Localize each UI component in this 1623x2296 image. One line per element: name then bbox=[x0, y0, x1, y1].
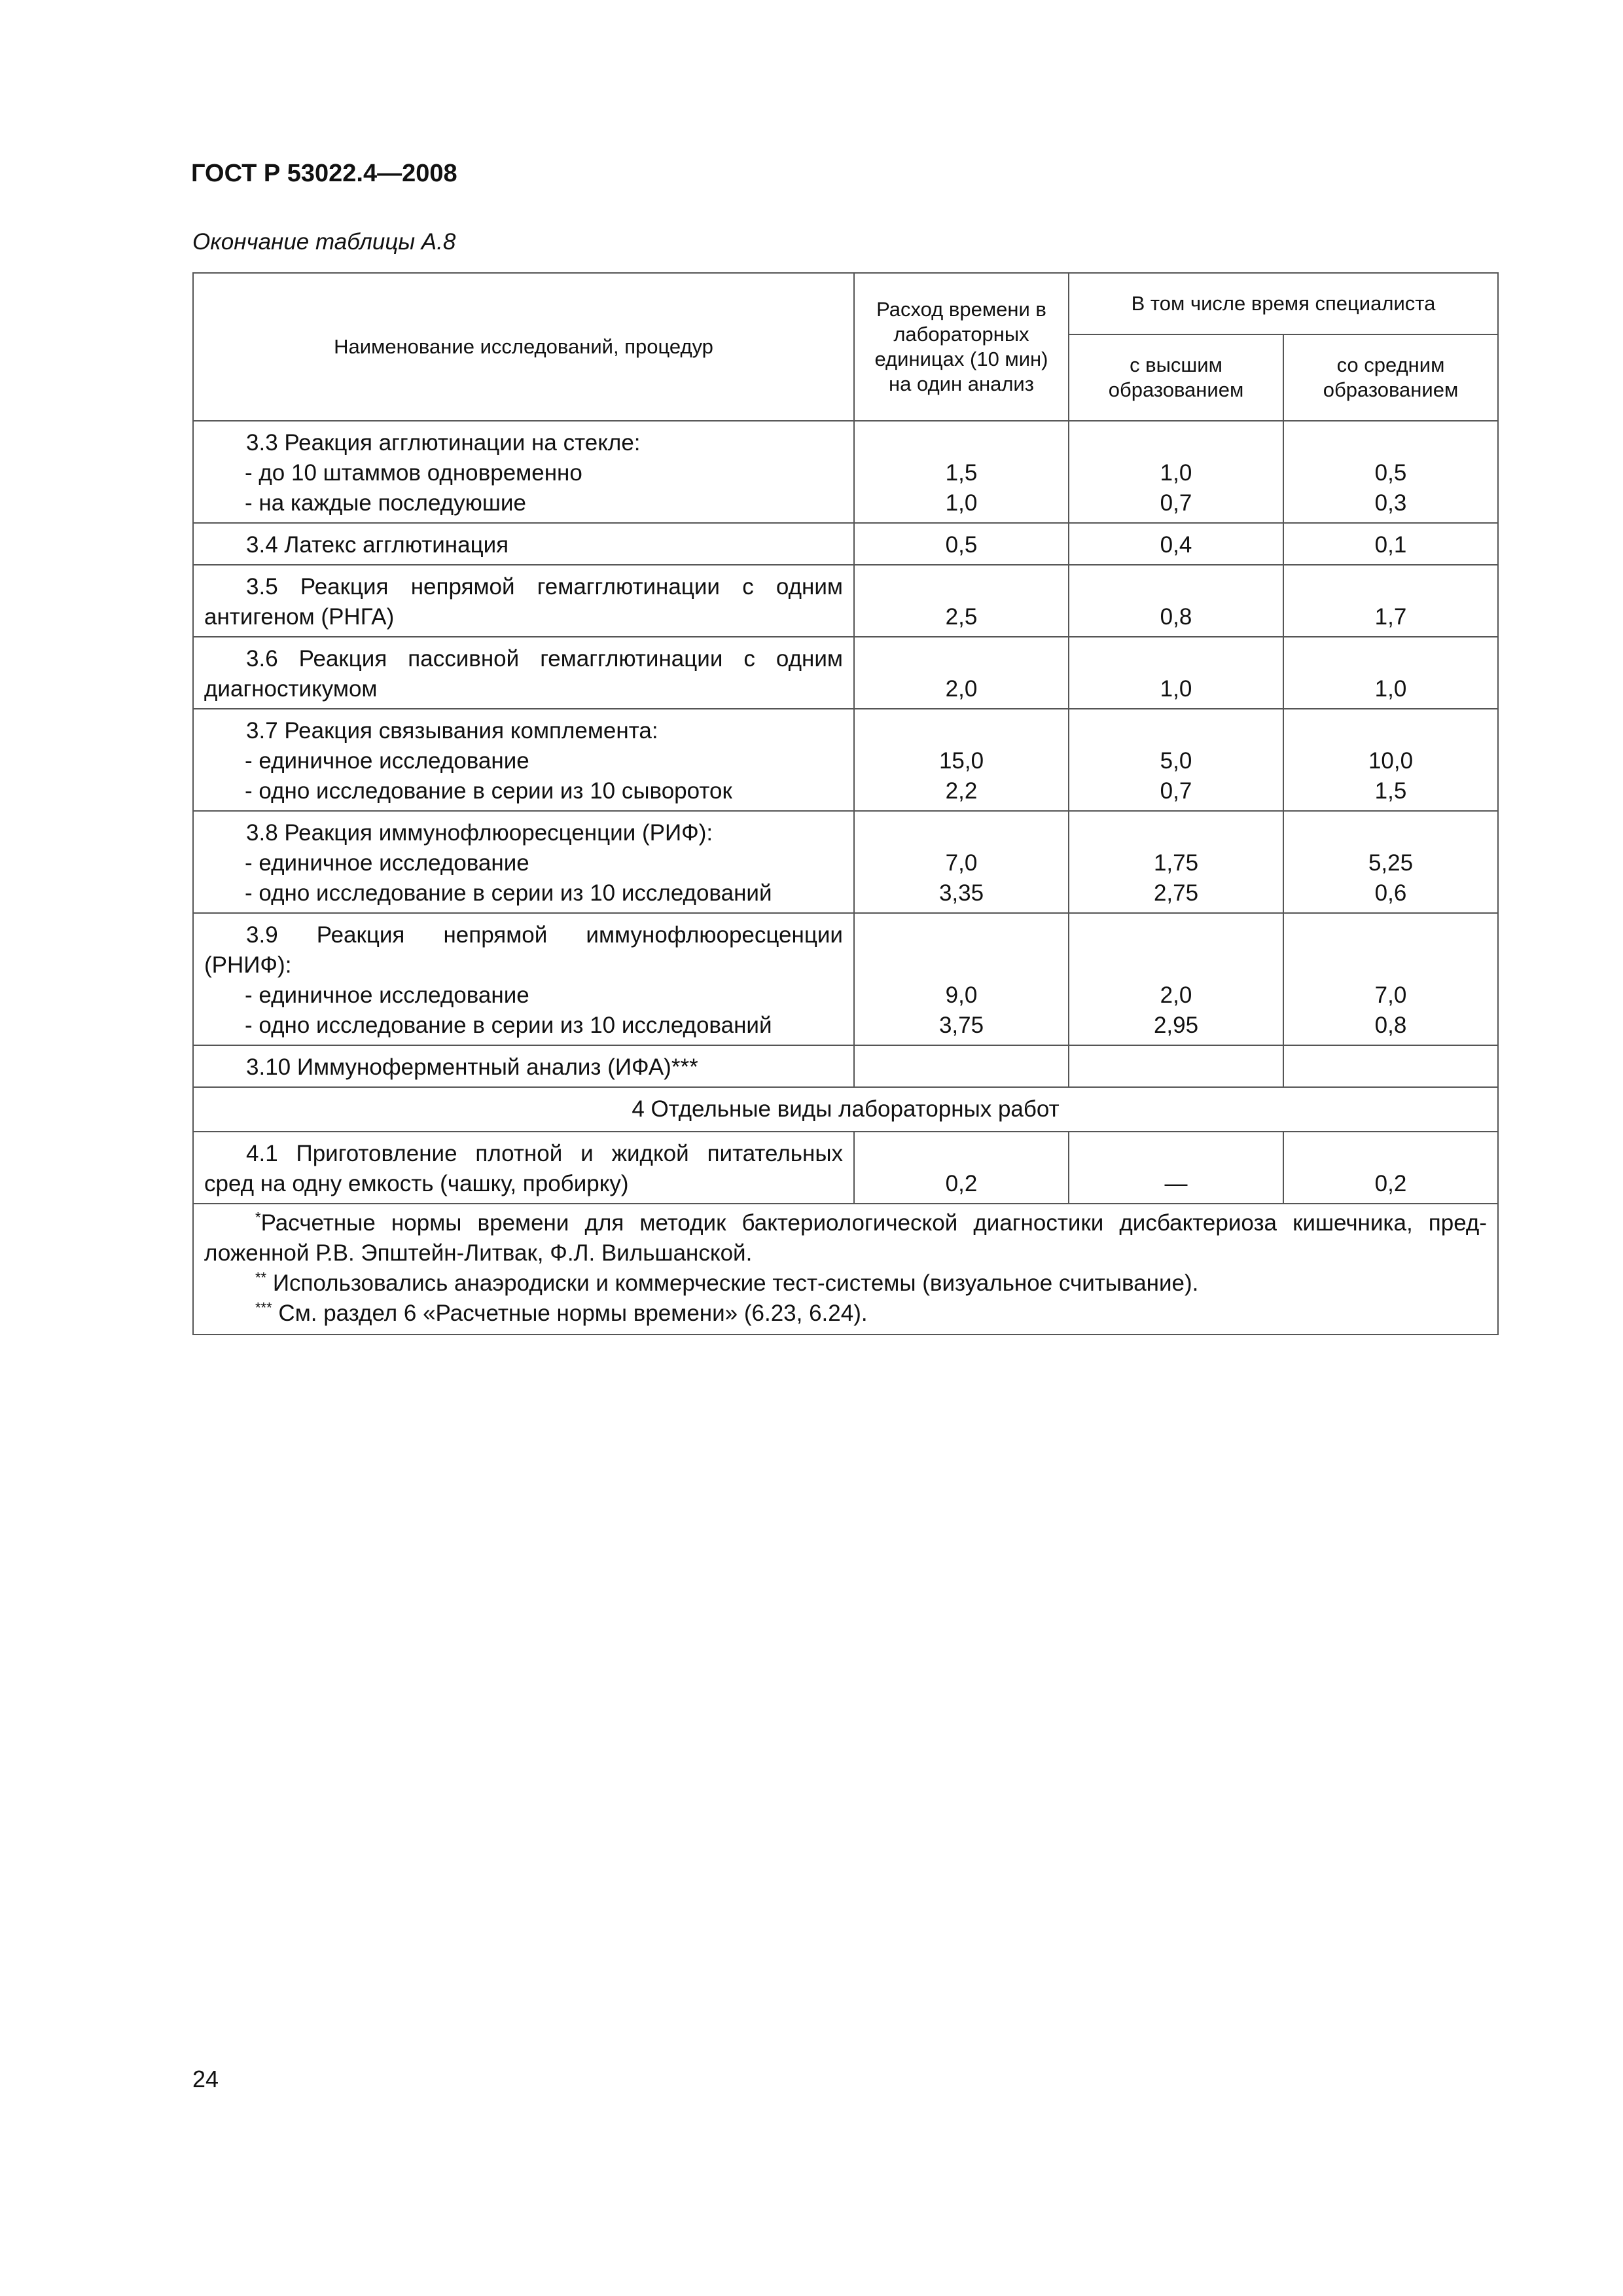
higher-value: 1,75 bbox=[1153, 850, 1199, 876]
higher-value-cell bbox=[1069, 421, 1283, 523]
procedure-name-line: - одно исследование в серии из 10 исследований bbox=[245, 880, 772, 906]
time-value bbox=[865, 1139, 1058, 1169]
time-value: 2,2 bbox=[945, 778, 978, 804]
table-row bbox=[193, 637, 1498, 709]
footnote-1-line-2: ложенной Р.В. Эпштейн-Литвак, Ф.Л. Вильшанской. bbox=[204, 1240, 753, 1266]
secondary-value-cell bbox=[1283, 811, 1498, 913]
table-body bbox=[193, 421, 1498, 1087]
table-row bbox=[193, 913, 1498, 1045]
footnote-3-text: См. раздел 6 «Расчетные нормы времени» (6.23, 6.24). bbox=[278, 1300, 868, 1326]
procedure-name-cell bbox=[193, 523, 854, 565]
higher-value: 0,7 bbox=[1160, 490, 1192, 516]
higher-value bbox=[1080, 920, 1272, 950]
procedure-name-cell bbox=[193, 1045, 854, 1087]
higher-value-cell bbox=[1069, 565, 1283, 637]
procedure-name-line: сред на одну емкость (чашку, пробирку) bbox=[204, 1171, 629, 1196]
time-value: 0,2 bbox=[945, 1171, 978, 1196]
procedure-name-line: диагностикумом bbox=[204, 676, 378, 702]
secondary-value: 1,7 bbox=[1374, 604, 1407, 630]
header-higher: с высшим образованием bbox=[1069, 334, 1283, 421]
higher-value: 5,0 bbox=[1160, 748, 1192, 774]
higher-value bbox=[1080, 950, 1272, 980]
higher-value: 1,0 bbox=[1160, 460, 1192, 486]
secondary-value-cell bbox=[1283, 1045, 1498, 1087]
procedure-name-line: - единичное исследование bbox=[245, 850, 529, 876]
table-footnotes bbox=[193, 1204, 1498, 1335]
higher-value bbox=[1080, 428, 1272, 458]
time-value bbox=[865, 1052, 1058, 1083]
higher-value-cell bbox=[1069, 1045, 1283, 1087]
table-row bbox=[193, 1045, 1498, 1087]
time-value bbox=[865, 950, 1058, 980]
time-value: 2,5 bbox=[945, 604, 978, 630]
time-value-cell bbox=[854, 811, 1069, 913]
procedure-name-line: - одно исследование в серии из 10 исследований bbox=[245, 1013, 772, 1038]
time-value bbox=[865, 572, 1058, 602]
secondary-value: 0,2 bbox=[1374, 1171, 1407, 1196]
secondary-value bbox=[1294, 572, 1487, 602]
footnote-2-text: Использовались анаэродиски и коммерческие тест-системы (визуальное считывание). bbox=[272, 1270, 1199, 1296]
footnote-2 bbox=[204, 1268, 1487, 1299]
secondary-value-cell bbox=[1283, 637, 1498, 709]
higher-value-cell bbox=[1069, 637, 1283, 709]
higher-value bbox=[1080, 572, 1272, 602]
procedure-name-line: 3.7 Реакция связывания комплемента: bbox=[246, 718, 658, 744]
footnote-3-mark: *** bbox=[255, 1299, 272, 1316]
time-value bbox=[865, 428, 1058, 458]
higher-value: 1,0 bbox=[1160, 676, 1192, 702]
header-secondary: со средним образованием bbox=[1283, 334, 1498, 421]
higher-value bbox=[1080, 644, 1272, 674]
higher-value: — bbox=[1164, 1171, 1188, 1196]
time-value bbox=[865, 716, 1058, 746]
secondary-value-cell bbox=[1283, 523, 1498, 565]
procedure-name-cell bbox=[193, 1132, 854, 1204]
procedure-name-line: - на каждые последуюшие bbox=[245, 490, 526, 516]
procedure-name-line: 3.6 Реакция пассивной гемагглютинации с одним bbox=[246, 646, 843, 672]
procedure-name-line: 3.4 Латекс агглютинация bbox=[246, 532, 509, 558]
secondary-value: 0,8 bbox=[1374, 1013, 1407, 1038]
time-value: 2,0 bbox=[945, 676, 978, 702]
time-value-cell bbox=[854, 913, 1069, 1045]
table-row bbox=[193, 1132, 1498, 1204]
secondary-value: 1,0 bbox=[1374, 676, 1407, 702]
higher-value bbox=[1080, 818, 1272, 848]
table-row bbox=[193, 709, 1498, 811]
procedure-name-cell bbox=[193, 811, 854, 913]
time-value bbox=[865, 644, 1058, 674]
time-value-cell bbox=[854, 637, 1069, 709]
time-value: 3,35 bbox=[938, 880, 984, 906]
secondary-value bbox=[1294, 1139, 1487, 1169]
time-value-cell bbox=[854, 523, 1069, 565]
higher-value-cell bbox=[1069, 1132, 1283, 1204]
table-row bbox=[193, 565, 1498, 637]
time-value-cell bbox=[854, 709, 1069, 811]
time-value: 0,5 bbox=[945, 532, 978, 558]
time-value bbox=[865, 920, 1058, 950]
header-name: Наименование исследований, процедур bbox=[193, 273, 854, 421]
time-value: 3,75 bbox=[938, 1013, 984, 1038]
secondary-value: 0,6 bbox=[1374, 880, 1407, 906]
higher-value: 0,7 bbox=[1160, 778, 1192, 804]
higher-value-cell bbox=[1069, 811, 1283, 913]
procedure-name-line: 3.5 Реакция непрямой гемагглютинации с одним bbox=[246, 574, 843, 600]
footnote-3 bbox=[204, 1299, 1487, 1329]
procedure-name-cell bbox=[193, 913, 854, 1045]
time-value: 15,0 bbox=[938, 748, 984, 774]
time-value bbox=[865, 818, 1058, 848]
secondary-value bbox=[1294, 818, 1487, 848]
higher-value: 0,4 bbox=[1160, 532, 1192, 558]
secondary-value: 0,5 bbox=[1374, 460, 1407, 486]
table-caption: Окончание таблицы А.8 bbox=[192, 229, 456, 255]
procedure-name-cell bbox=[193, 421, 854, 523]
secondary-value bbox=[1294, 644, 1487, 674]
table-body-section-4 bbox=[193, 1132, 1498, 1204]
higher-value-cell bbox=[1069, 523, 1283, 565]
secondary-value-cell bbox=[1283, 709, 1498, 811]
time-value-cell bbox=[854, 1045, 1069, 1087]
higher-value-cell bbox=[1069, 709, 1283, 811]
procedure-name-line: 3.9 Реакция непрямой иммунофлюоресценции bbox=[246, 922, 843, 948]
header-time: Расход времени в лабораторных единицах (10 мин) на один анализ bbox=[854, 273, 1069, 421]
table-row bbox=[193, 523, 1498, 565]
secondary-value: 0,1 bbox=[1374, 532, 1407, 558]
higher-value bbox=[1080, 716, 1272, 746]
secondary-value-cell bbox=[1283, 1132, 1498, 1204]
procedure-name-cell bbox=[193, 637, 854, 709]
time-norms-table bbox=[192, 272, 1499, 1335]
procedure-name-line: 3.10 Иммуноферментный анализ (ИФА)*** bbox=[246, 1054, 698, 1080]
secondary-value-cell bbox=[1283, 421, 1498, 523]
secondary-value bbox=[1294, 428, 1487, 458]
higher-value bbox=[1080, 1052, 1272, 1083]
procedure-name-line: - одно исследование в серии из 10 сывороток bbox=[245, 778, 732, 804]
secondary-value: 1,5 bbox=[1374, 778, 1407, 804]
secondary-value bbox=[1294, 950, 1487, 980]
procedure-name-cell bbox=[193, 709, 854, 811]
higher-value bbox=[1080, 1139, 1272, 1169]
higher-value: 2,0 bbox=[1160, 982, 1192, 1008]
secondary-value bbox=[1294, 920, 1487, 950]
higher-value: 0,8 bbox=[1160, 604, 1192, 630]
secondary-value: 7,0 bbox=[1374, 982, 1407, 1008]
footnote-2-mark: ** bbox=[255, 1269, 267, 1286]
time-value: 9,0 bbox=[945, 982, 978, 1008]
procedure-name-line: 3.8 Реакция иммунофлюоресценции (РИФ): bbox=[246, 820, 713, 846]
secondary-value: 0,3 bbox=[1374, 490, 1407, 516]
time-value-cell bbox=[854, 421, 1069, 523]
secondary-value: 10,0 bbox=[1368, 748, 1414, 774]
footnote-1-line-1: Расчетные нормы времени для методик бактериологической диагностики дисбактериоза кишечника, пред- bbox=[260, 1210, 1487, 1236]
footnote-1 bbox=[204, 1208, 1487, 1238]
time-value: 1,5 bbox=[945, 460, 978, 486]
document-code: ГОСТ Р 53022.4—2008 bbox=[191, 160, 457, 187]
header-specialist: В том числе время специалиста bbox=[1069, 273, 1498, 334]
higher-value: 2,75 bbox=[1153, 880, 1199, 906]
secondary-value bbox=[1294, 1052, 1487, 1083]
higher-value: 2,95 bbox=[1153, 1013, 1199, 1038]
procedure-name-line: антигеном (РНГА) bbox=[204, 604, 395, 630]
procedure-name-line: 4.1 Приготовление плотной и жидкой питательных bbox=[246, 1141, 843, 1166]
procedure-name-line: - единичное исследование bbox=[245, 748, 529, 774]
time-value-cell bbox=[854, 1132, 1069, 1204]
secondary-value-cell bbox=[1283, 913, 1498, 1045]
secondary-value bbox=[1294, 716, 1487, 746]
higher-value-cell bbox=[1069, 913, 1283, 1045]
procedure-name-line: 3.3 Реакция агглютинации на стекле: bbox=[246, 430, 641, 456]
secondary-value: 5,25 bbox=[1368, 850, 1414, 876]
section-4-heading: 4 Отдельные виды лабораторных работ bbox=[193, 1087, 1498, 1132]
secondary-value-cell bbox=[1283, 565, 1498, 637]
procedure-name-line: (РНИФ): bbox=[204, 952, 292, 978]
table-row bbox=[193, 421, 1498, 523]
table-row bbox=[193, 811, 1498, 913]
time-value-cell bbox=[854, 565, 1069, 637]
procedure-name-line: - до 10 штаммов одновременно bbox=[245, 460, 582, 486]
time-value: 1,0 bbox=[945, 490, 978, 516]
time-value: 7,0 bbox=[945, 850, 978, 876]
procedure-name-cell bbox=[193, 565, 854, 637]
procedure-name-line: - единичное исследование bbox=[245, 982, 529, 1008]
footnote-1-mark: * bbox=[255, 1209, 261, 1226]
page-number: 24 bbox=[192, 2066, 219, 2092]
